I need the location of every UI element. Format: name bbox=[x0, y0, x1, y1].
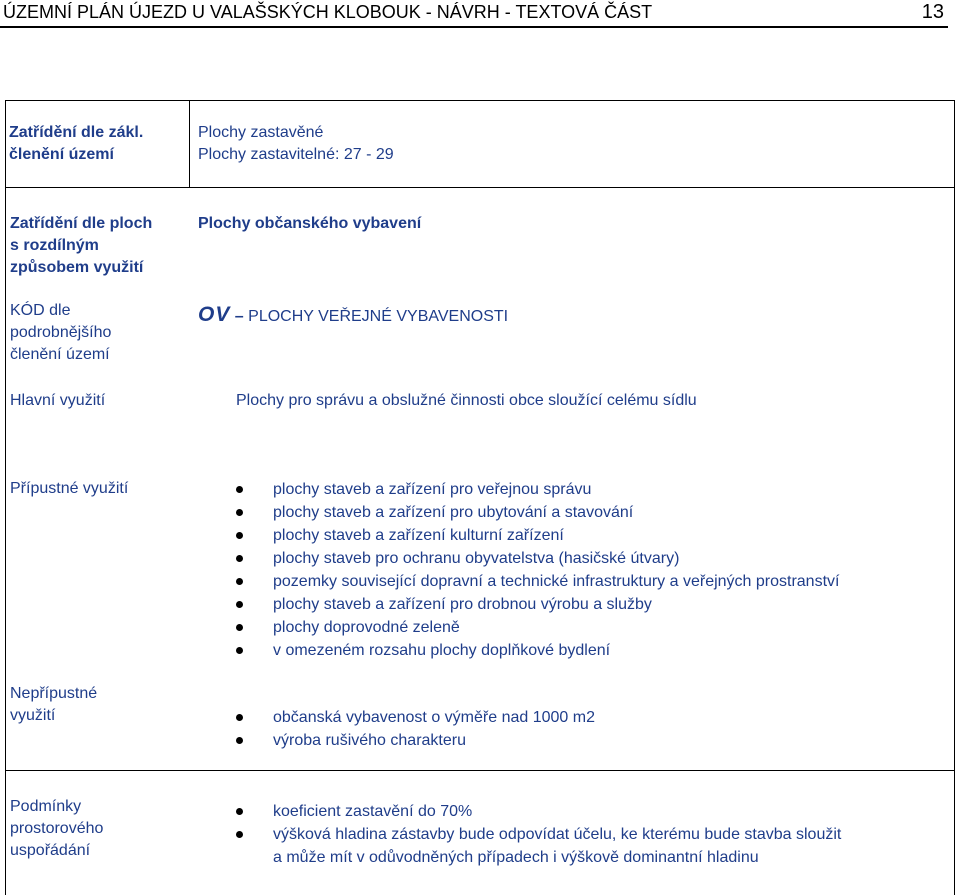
bullet-icon bbox=[236, 555, 243, 562]
label-podminky-line1: Podmínky bbox=[10, 798, 82, 815]
list-item-text: pozemky související dopravní a technické infrastruktury a veřejných prostranství bbox=[273, 573, 840, 590]
list-item bbox=[232, 616, 952, 639]
label-zatrideni-zakl bbox=[9, 122, 189, 166]
list-item bbox=[232, 501, 952, 524]
list-item bbox=[232, 729, 952, 752]
value-zastavene: Plochy zastavěné bbox=[198, 124, 324, 141]
list-item bbox=[232, 547, 952, 570]
list-item bbox=[232, 478, 952, 501]
list-item-text: plochy staveb a zařízení pro ubytování a stavování bbox=[273, 504, 634, 521]
value-zatrideni-ploch: Plochy občanského vybavení bbox=[198, 215, 422, 232]
label-hlavni-vyuziti: Hlavní využití bbox=[10, 392, 106, 409]
list-item-text: plochy staveb pro ochranu obyvatelstva (hasičské útvary) bbox=[273, 550, 680, 567]
kod-name: PLOCHY VEŘEJNÉ VYBAVENOSTI bbox=[248, 308, 509, 325]
list-item bbox=[232, 706, 952, 729]
label-zatrideni-ploch-line1: Zatřídění dle ploch bbox=[10, 215, 153, 232]
label-zatrideni-ploch-line3: způsobem využití bbox=[10, 259, 144, 276]
list-item-text: koeficient zastavění do 70% bbox=[273, 803, 473, 820]
list-item bbox=[232, 823, 952, 846]
bullet-icon bbox=[236, 808, 243, 815]
bullet-icon bbox=[236, 737, 243, 744]
value-kod bbox=[198, 304, 898, 328]
list-item-text: plochy doprovodné zeleně bbox=[273, 619, 460, 636]
label-zatrideni-zakl-line2: členění území bbox=[9, 146, 114, 163]
label-zatrideni-ploch bbox=[10, 213, 185, 279]
bullet-icon bbox=[236, 714, 243, 721]
document-title: ÚZEMNÍ PLÁN ÚJEZD U VALAŠSKÝCH KLOBOUK - NÁVRH - TEXTOVÁ ČÁST bbox=[3, 2, 653, 22]
page-number: 13 bbox=[921, 1, 944, 23]
label-podminky-line2: prostorového bbox=[10, 820, 104, 837]
value-zastavitelne: Plochy zastavitelné: 27 - 29 bbox=[198, 146, 394, 163]
kod-code: OV bbox=[198, 303, 231, 326]
label-zatrideni-zakl-line1: Zatřídění dle zákl. bbox=[9, 124, 144, 141]
label-podminky bbox=[10, 796, 185, 862]
list-item-text: v omezeném rozsahu plochy doplňkové bydlení bbox=[273, 642, 611, 659]
list-item-text: plochy staveb a zařízení pro veřejnou správu bbox=[273, 481, 592, 498]
label-podminky-line3: uspořádání bbox=[10, 842, 91, 859]
list-item-text: plochy staveb a zařízení pro drobnou výrobu a služby bbox=[273, 596, 652, 613]
list-podminky bbox=[232, 800, 952, 869]
list-item-continuation bbox=[232, 846, 952, 869]
list-item-text: plochy staveb a zařízení kulturní zařízení bbox=[273, 527, 564, 544]
bullet-icon bbox=[236, 486, 243, 493]
list-item-text: občanská vybavenost o výměře nad 1000 m2 bbox=[273, 709, 595, 726]
bullet-icon bbox=[236, 647, 243, 654]
label-pripustne-vyuziti: Přípustné využití bbox=[10, 480, 129, 497]
list-nepripustne-vyuziti bbox=[232, 706, 952, 752]
bullet-icon bbox=[236, 509, 243, 516]
label-nepripustne-line2: využití bbox=[10, 707, 56, 724]
label-kod-line2: podrobnějšího bbox=[10, 324, 112, 341]
label-nepripustne-line1: Nepřípustné bbox=[10, 685, 98, 702]
label-kod-line3: členění území bbox=[10, 346, 110, 363]
list-item bbox=[232, 524, 952, 547]
list-pripustne-vyuziti bbox=[232, 478, 952, 662]
list-item bbox=[232, 593, 952, 616]
list-item-text: výšková hladina zástavby bude odpovídat účelu, ke kterému bude stavba sloužit bbox=[273, 826, 842, 843]
label-kod bbox=[10, 300, 185, 366]
page-header bbox=[0, 0, 948, 28]
list-item-text: a může mít v odůvodněných případech i výškově dominantní hladinu bbox=[273, 849, 759, 866]
bullet-icon bbox=[236, 578, 243, 585]
value-zatrideni-zakl bbox=[198, 122, 798, 166]
label-zatrideni-ploch-line2: s rozdílným bbox=[10, 237, 99, 254]
list-item bbox=[232, 570, 952, 593]
bullet-icon bbox=[236, 624, 243, 631]
list-item bbox=[232, 800, 952, 823]
bullet-icon bbox=[236, 601, 243, 608]
bullet-icon bbox=[236, 831, 243, 838]
label-nepripustne-vyuziti bbox=[10, 683, 185, 727]
list-item bbox=[232, 639, 952, 662]
value-hlavni-vyuziti: Plochy pro správu a obslužné činnosti obce sloužící celému sídlu bbox=[236, 392, 697, 409]
label-kod-line1: KÓD dle bbox=[10, 302, 71, 319]
section-divider bbox=[189, 100, 190, 188]
bullet-icon bbox=[236, 532, 243, 539]
kod-dash: – bbox=[234, 308, 244, 325]
list-item-text: výroba rušivého charakteru bbox=[273, 732, 466, 749]
